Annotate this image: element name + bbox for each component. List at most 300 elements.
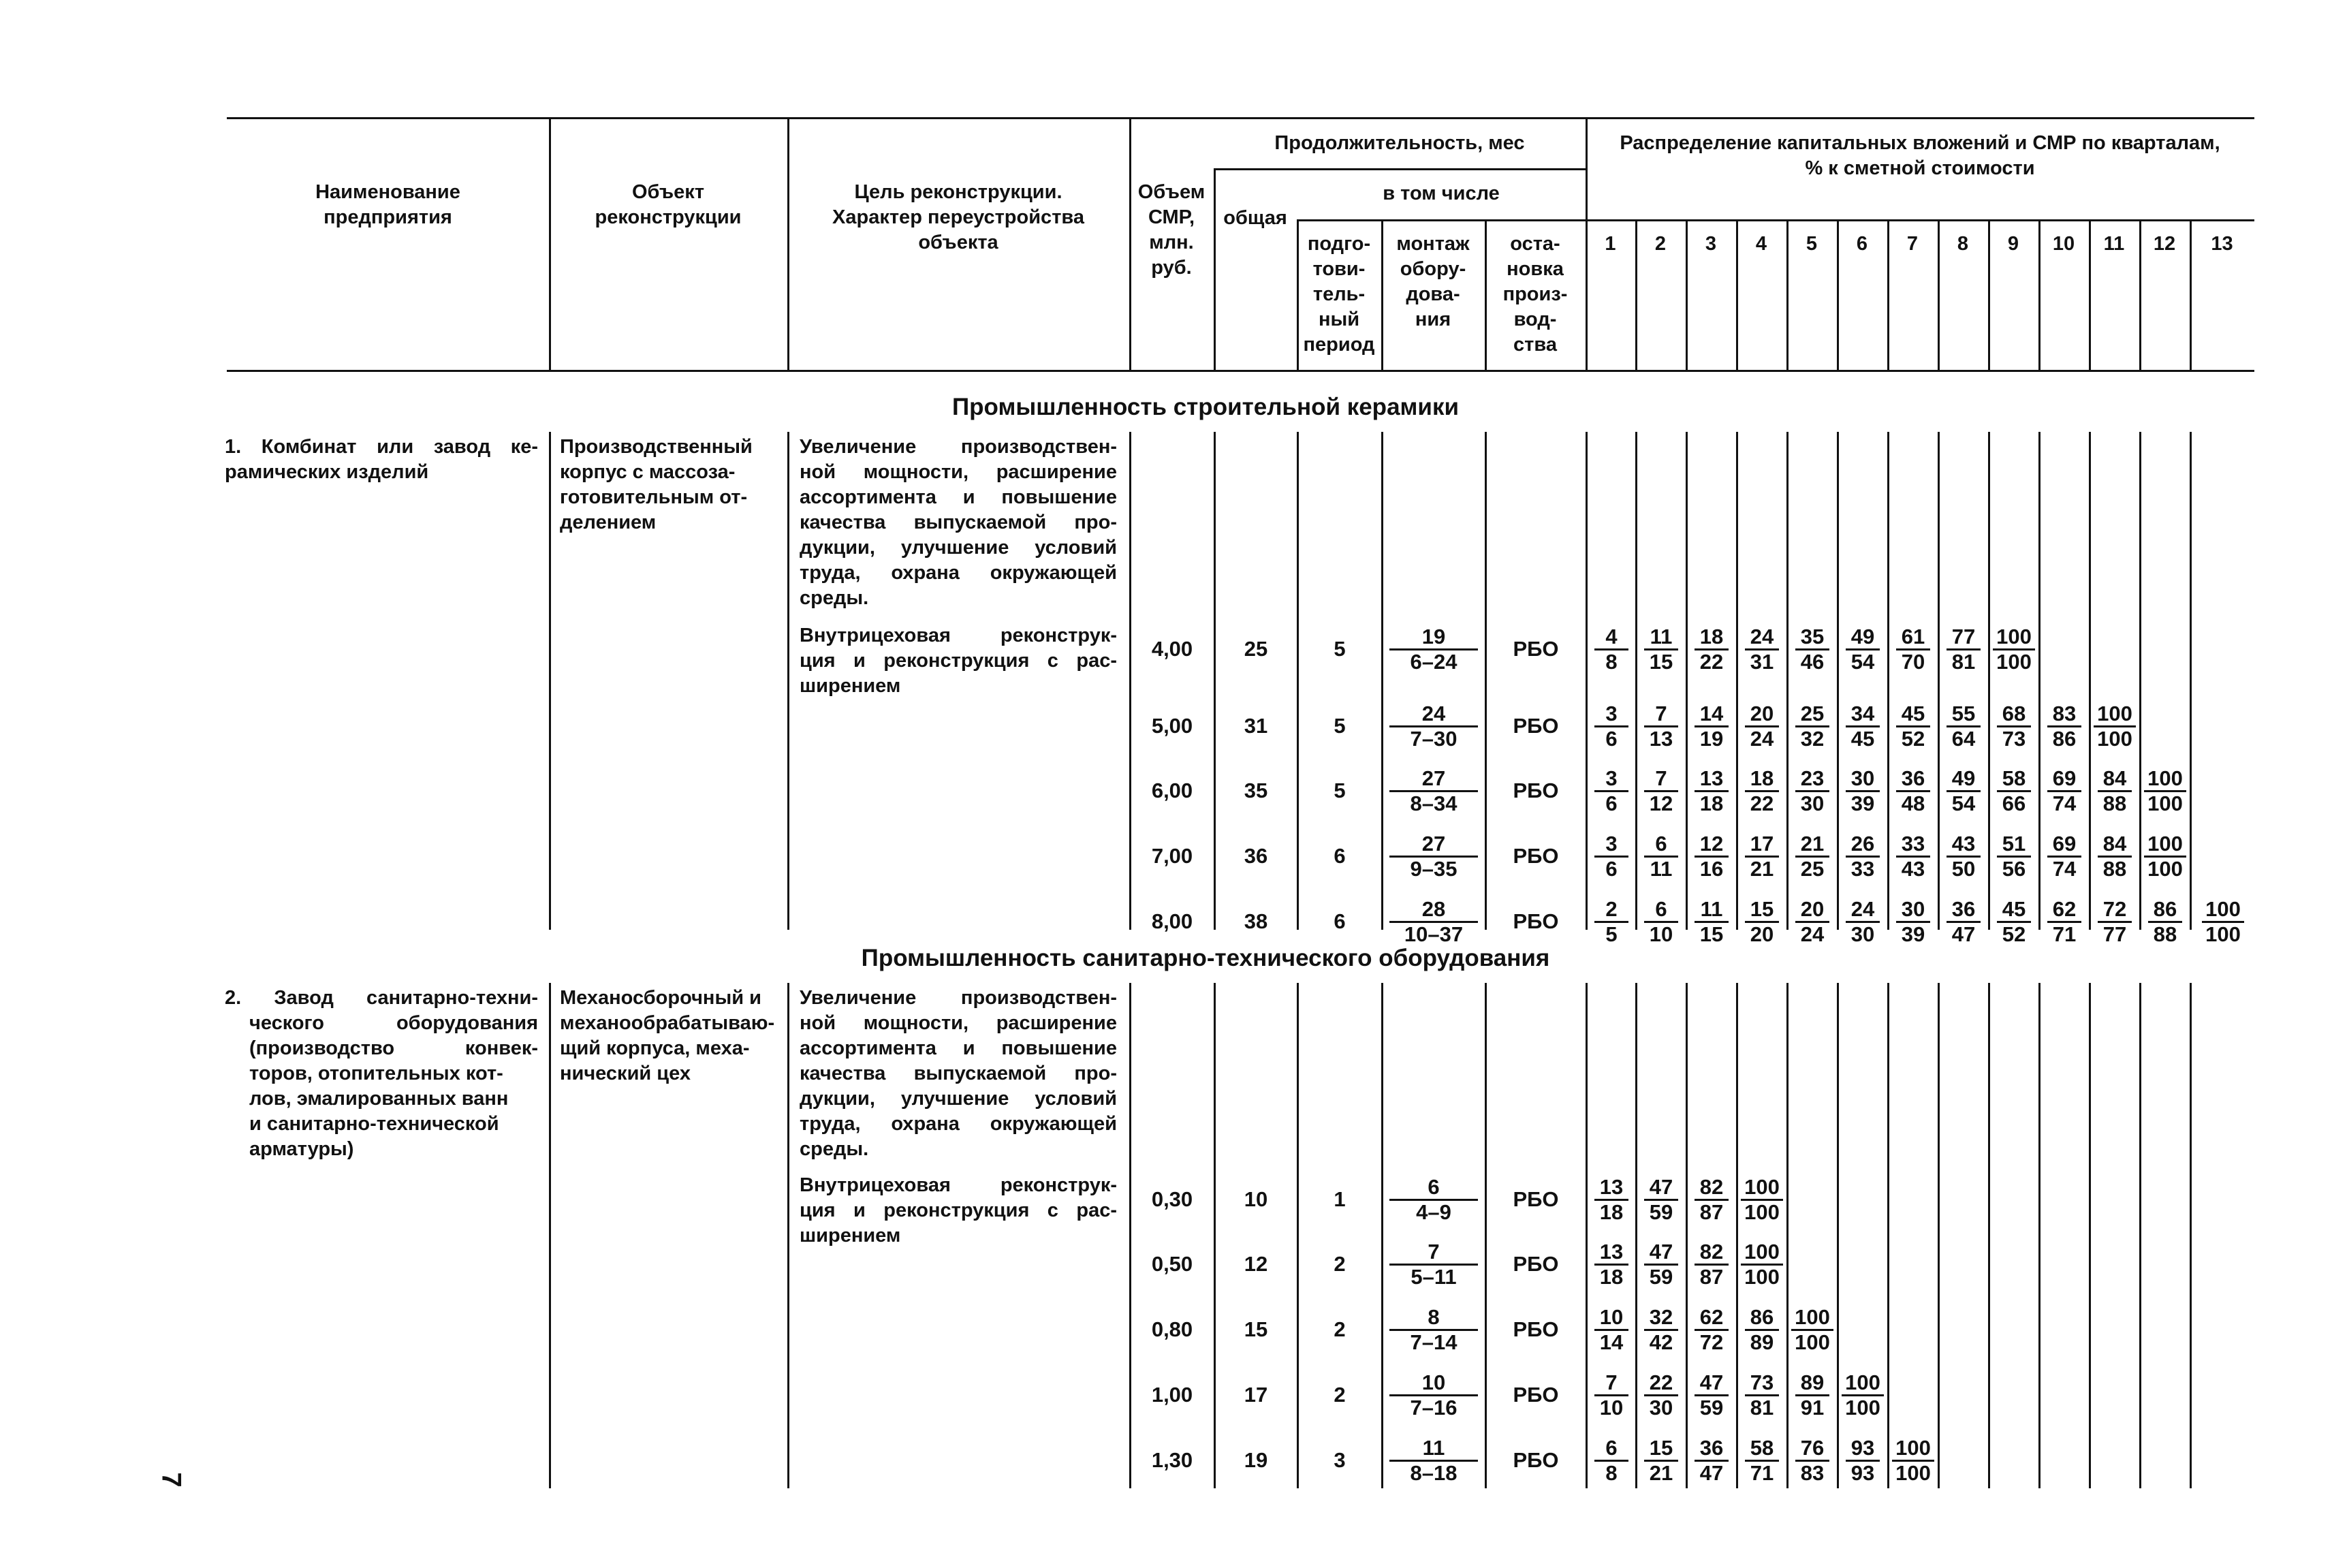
body-column-rule <box>2089 432 2091 930</box>
quarter-numerator: 61 <box>1896 625 1930 650</box>
quarter-denominator: 56 <box>2002 857 2026 881</box>
header-rule-including <box>1214 168 1586 170</box>
prep-period-value: 1 <box>1334 1187 1346 1211</box>
quarter-header: 6 <box>1856 233 1868 255</box>
prep-period-value: 2 <box>1334 1317 1346 1341</box>
quarter-fraction <box>1644 1371 1678 1420</box>
quarter-fraction <box>1842 1371 1884 1420</box>
body-column-rule <box>1214 983 1216 1488</box>
install-denominator: 4–9 <box>1416 1200 1451 1224</box>
quarter-numerator: 45 <box>1997 898 2031 923</box>
quarter-denominator: 100 <box>2097 727 2132 751</box>
prep-period-value: 2 <box>1334 1252 1346 1276</box>
quarter-denominator: 6 <box>1605 857 1618 881</box>
quarter-numerator: 18 <box>1745 767 1779 792</box>
quarter-numerator: 69 <box>2047 832 2081 858</box>
quarter-header: 1 <box>1605 233 1616 255</box>
install-fraction <box>1389 702 1478 751</box>
quarter-denominator: 19 <box>1699 727 1724 751</box>
install-numerator: 27 <box>1389 832 1478 858</box>
quarter-fraction <box>1644 1437 1678 1485</box>
reconstruction-object: Механосборочный и механообрабатываю- щий корпуса, меха- нический цех <box>560 987 775 1084</box>
quarter-fraction <box>2094 702 2136 751</box>
quarter-numerator: 11 <box>1644 625 1678 650</box>
prep-period-value: 2 <box>1334 1383 1346 1407</box>
quarter-header: 4 <box>1755 233 1767 255</box>
body-column-rule <box>2089 983 2091 1488</box>
quarter-fraction <box>1695 702 1729 751</box>
body-column-rule <box>2038 983 2040 1488</box>
quarter-denominator: 83 <box>1800 1461 1825 1485</box>
quarter-numerator: 51 <box>1997 832 2031 858</box>
quarter-numerator: 77 <box>1947 625 1981 650</box>
quarter-numerator: 100 <box>2144 767 2186 792</box>
body-column-rule <box>787 432 789 930</box>
quarter-numerator: 4 <box>1594 625 1628 650</box>
quarter-numerator: 47 <box>1695 1371 1729 1396</box>
quarter-numerator: 45 <box>1896 702 1930 727</box>
header-including: в том числе <box>1383 183 1500 204</box>
quarter-fraction <box>1644 1306 1678 1354</box>
quarter-fraction <box>1594 898 1628 946</box>
quarter-denominator: 31 <box>1750 650 1774 674</box>
quarter-fraction <box>1644 898 1678 946</box>
quarter-numerator: 3 <box>1594 702 1628 727</box>
volume-value: 5,00 <box>1151 714 1193 738</box>
quarter-denominator: 93 <box>1850 1461 1875 1485</box>
quarter-numerator: 93 <box>1846 1437 1880 1462</box>
quarter-denominator: 48 <box>1901 791 1925 815</box>
header-stop: оста- новка произ- вод- ства <box>1502 233 1568 356</box>
quarter-denominator: 39 <box>1901 922 1925 946</box>
body-column-rule <box>1686 432 1688 930</box>
header-col-goal: Цель реконструкции. Характер переустройства объекта <box>832 181 1084 253</box>
quarter-denominator: 64 <box>1951 727 1976 751</box>
quarter-denominator: 52 <box>1901 727 1925 751</box>
quarter-fraction <box>1997 832 2031 881</box>
quarter-denominator: 42 <box>1649 1330 1673 1354</box>
quarter-denominator: 88 <box>2153 922 2177 946</box>
quarter-numerator: 58 <box>1745 1437 1779 1462</box>
quarter-denominator: 32 <box>1800 727 1825 751</box>
volume-value: 7,00 <box>1151 844 1193 868</box>
section-title: Промышленность санитарно-технического оборудования <box>861 945 1550 971</box>
quarter-numerator: 83 <box>2047 702 2081 727</box>
quarter-numerator: 36 <box>1695 1437 1729 1462</box>
quarter-fraction <box>1644 832 1678 881</box>
quarter-numerator: 86 <box>2148 898 2182 923</box>
quarter-denominator: 46 <box>1800 650 1825 674</box>
body-column-rule <box>2139 983 2141 1488</box>
quarter-fraction <box>2148 898 2182 946</box>
quarter-denominator: 30 <box>1800 791 1825 815</box>
quarter-denominator: 100 <box>2205 922 2241 946</box>
quarter-denominator: 15 <box>1699 922 1724 946</box>
quarter-numerator: 17 <box>1745 832 1779 858</box>
quarter-numerator: 6 <box>1644 898 1678 923</box>
install-numerator: 7 <box>1389 1240 1478 1266</box>
prep-period-value: 5 <box>1334 714 1346 738</box>
reconstruction-goal: Увеличение производствен- ной мощности, расширение ассортимента и повышение качества выпускаемой про- дукции, улучшение условий труда, охрана окружающей среды. <box>800 436 1117 609</box>
quarter-fraction <box>1846 898 1880 946</box>
quarter-numerator: 13 <box>1695 767 1729 792</box>
install-fraction <box>1389 898 1478 946</box>
quarter-fraction <box>2047 832 2081 881</box>
quarter-fraction <box>1745 1437 1779 1485</box>
quarter-fraction <box>1846 702 1880 751</box>
body-column-rule <box>1586 432 1588 930</box>
volume-value: 1,00 <box>1151 1383 1193 1407</box>
install-fraction <box>1389 1240 1478 1289</box>
quarter-denominator: 52 <box>2002 922 2026 946</box>
install-numerator: 27 <box>1389 767 1478 792</box>
quarter-numerator: 30 <box>1846 767 1880 792</box>
quarter-denominator: 18 <box>1599 1200 1624 1224</box>
quarter-fraction <box>1695 1371 1729 1420</box>
quarter-numerator: 10 <box>1594 1306 1628 1331</box>
quarter-fraction <box>1997 767 2031 815</box>
quarter-header: 8 <box>1957 233 1969 255</box>
quarter-fraction <box>1745 625 1779 674</box>
quarter-denominator: 8 <box>1605 650 1618 674</box>
quarter-numerator: 73 <box>1745 1371 1779 1396</box>
quarter-numerator: 82 <box>1695 1176 1729 1201</box>
duration-total-value: 36 <box>1244 844 1268 868</box>
quarter-denominator: 47 <box>1951 922 1976 946</box>
quarter-fraction <box>2098 832 2132 881</box>
quarter-denominator: 18 <box>1599 1265 1624 1289</box>
quarter-fraction <box>1846 1437 1880 1485</box>
body-column-rule <box>1786 432 1789 930</box>
body-column-rule <box>2038 432 2040 930</box>
install-numerator: 8 <box>1389 1306 1478 1331</box>
quarter-header: 2 <box>1654 233 1667 255</box>
quarter-numerator: 36 <box>1947 898 1981 923</box>
quarter-fraction <box>1745 767 1779 815</box>
quarter-denominator: 54 <box>1850 650 1875 674</box>
quarter-numerator: 6 <box>1594 1437 1628 1462</box>
quarter-denominator: 30 <box>1649 1396 1673 1420</box>
quarter-numerator: 49 <box>1846 625 1880 650</box>
install-fraction <box>1389 1437 1478 1485</box>
quarter-fraction <box>1594 1240 1628 1289</box>
quarter-denominator: 89 <box>1750 1330 1774 1354</box>
quarter-numerator: 58 <box>1997 767 2031 792</box>
quarter-numerator: 32 <box>1644 1306 1678 1331</box>
quarter-denominator: 6 <box>1605 791 1618 815</box>
install-fraction <box>1389 1371 1478 1420</box>
body-column-rule <box>1635 432 1637 930</box>
quarter-numerator: 3 <box>1594 832 1628 858</box>
quarter-fraction <box>1644 702 1678 751</box>
body-column-rule <box>1938 983 1940 1488</box>
quarter-header: 9 <box>2007 233 2019 255</box>
quarter-fraction <box>1644 625 1678 674</box>
stop-production-value: РБО <box>1513 1187 1559 1211</box>
quarter-fraction <box>1594 767 1628 815</box>
body-column-rule <box>1214 432 1216 930</box>
body-column-rule <box>1837 983 1839 1488</box>
quarter-numerator: 6 <box>1644 832 1678 858</box>
quarter-fraction <box>1745 832 1779 881</box>
quarter-fraction <box>2047 767 2081 815</box>
body-column-rule <box>1736 432 1738 930</box>
header-col-object: Объект реконструкции <box>595 181 742 228</box>
stop-production-value: РБО <box>1513 714 1559 738</box>
quarter-fraction <box>1644 1176 1678 1224</box>
body-column-rule <box>787 983 789 1488</box>
quarter-denominator: 8 <box>1605 1461 1618 1485</box>
quarter-denominator: 73 <box>2002 727 2026 751</box>
quarter-denominator: 100 <box>1845 1396 1880 1420</box>
duration-total-value: 19 <box>1244 1448 1268 1472</box>
quarter-fraction <box>1896 898 1930 946</box>
quarter-numerator: 43 <box>1947 832 1981 858</box>
section-title: Промышленность строительной керамики <box>952 394 1459 420</box>
quarter-denominator: 71 <box>1750 1461 1774 1485</box>
body-column-rule <box>1381 983 1383 1488</box>
quarter-denominator: 18 <box>1699 791 1724 815</box>
quarter-fraction <box>1695 767 1729 815</box>
install-numerator: 24 <box>1389 702 1478 727</box>
body-column-rule <box>1485 983 1487 1488</box>
quarter-numerator: 18 <box>1695 625 1729 650</box>
body-column-rule <box>1129 432 1131 930</box>
quarter-fraction <box>1997 898 2031 946</box>
stop-production-value: РБО <box>1513 1252 1559 1276</box>
quarter-numerator: 35 <box>1795 625 1829 650</box>
quarter-fraction <box>1997 702 2031 751</box>
quarter-fraction <box>1741 1240 1783 1289</box>
quarter-denominator: 100 <box>1744 1200 1780 1224</box>
volume-value: 6,00 <box>1151 779 1193 802</box>
quarter-numerator: 14 <box>1695 702 1729 727</box>
body-column-rule <box>549 432 551 930</box>
quarter-header: 3 <box>1705 233 1717 255</box>
quarter-denominator: 59 <box>1649 1265 1673 1289</box>
quarter-numerator: 24 <box>1745 625 1779 650</box>
duration-total-value: 31 <box>1244 714 1268 738</box>
header-install: монтаж обору- дова- ния <box>1396 233 1470 330</box>
duration-total-value: 10 <box>1244 1187 1268 1211</box>
quarter-numerator: 20 <box>1795 898 1829 923</box>
prep-period-value: 6 <box>1334 844 1346 868</box>
quarter-fraction <box>1594 1371 1628 1420</box>
quarter-denominator: 100 <box>1795 1330 1830 1354</box>
quarter-header: 7 <box>1906 233 1919 255</box>
quarter-numerator: 25 <box>1795 702 1829 727</box>
quarter-numerator: 100 <box>1842 1371 1884 1396</box>
quarter-numerator: 62 <box>2047 898 2081 923</box>
quarter-fraction <box>1745 898 1779 946</box>
body-column-rule <box>1297 983 1299 1488</box>
quarter-fraction <box>1594 702 1628 751</box>
body-column-rule <box>1887 983 1889 1488</box>
body-column-rule <box>549 983 551 1488</box>
quarter-denominator: 33 <box>1850 857 1875 881</box>
quarter-numerator: 47 <box>1644 1176 1678 1201</box>
quarter-denominator: 24 <box>1750 727 1774 751</box>
header-col-name: Наименование предприятия <box>315 181 460 228</box>
volume-value: 1,30 <box>1151 1448 1193 1472</box>
body-column-rule <box>1635 983 1637 1488</box>
body-column-rule <box>1297 432 1299 930</box>
quarter-fraction <box>1947 767 1981 815</box>
quarter-denominator: 22 <box>1750 791 1774 815</box>
quarter-denominator: 12 <box>1649 791 1673 815</box>
quarter-fraction <box>1594 625 1628 674</box>
quarter-denominator: 21 <box>1649 1461 1673 1485</box>
quarter-numerator: 21 <box>1795 832 1829 858</box>
quarter-numerator: 26 <box>1846 832 1880 858</box>
quarter-numerator: 30 <box>1896 898 1930 923</box>
quarter-denominator: 50 <box>1951 857 1976 881</box>
quarter-denominator: 88 <box>2102 857 2127 881</box>
header-col-volume: Объем СМР, млн. руб. <box>1137 181 1206 279</box>
install-denominator: 8–18 <box>1410 1461 1458 1485</box>
quarter-numerator: 24 <box>1846 898 1880 923</box>
quarter-denominator: 5 <box>1605 922 1618 946</box>
volume-value: 0,30 <box>1151 1187 1193 1211</box>
install-denominator: 7–30 <box>1410 727 1458 751</box>
stop-production-value: РБО <box>1513 779 1559 802</box>
quarter-fraction <box>1947 625 1981 674</box>
prep-period-value: 5 <box>1334 779 1346 802</box>
install-denominator: 8–34 <box>1410 791 1458 815</box>
body-column-rule <box>2190 432 2192 930</box>
install-denominator: 6–24 <box>1410 650 1458 674</box>
volume-value: 8,00 <box>1151 909 1193 933</box>
quarter-numerator: 100 <box>2144 832 2186 858</box>
quarter-numerator: 69 <box>2047 767 2081 792</box>
install-numerator: 6 <box>1389 1176 1478 1201</box>
reconstruction-object: Производственный корпус с массоза- готовительным от- делением <box>560 436 753 533</box>
quarter-denominator: 22 <box>1699 650 1724 674</box>
body-column-rule <box>1686 983 1688 1488</box>
quarter-denominator: 10 <box>1599 1396 1624 1420</box>
install-numerator: 11 <box>1389 1437 1478 1462</box>
quarter-fraction <box>1644 1240 1678 1289</box>
quarter-numerator: 20 <box>1745 702 1779 727</box>
quarter-header: 5 <box>1806 233 1818 255</box>
quarter-numerator: 72 <box>2098 898 2132 923</box>
quarter-fraction <box>1745 1306 1779 1354</box>
enterprise-name: 1. Комбинат или завод ке- рамических изделий <box>225 436 538 483</box>
quarter-header: 13 <box>2211 233 2233 255</box>
quarter-fraction <box>1896 625 1930 674</box>
quarter-numerator: 7 <box>1644 702 1678 727</box>
quarter-numerator: 47 <box>1644 1240 1678 1266</box>
quarter-header: 10 <box>2052 233 2075 255</box>
quarter-fraction <box>1791 1306 1833 1354</box>
quarter-denominator: 81 <box>1951 650 1976 674</box>
page-number: 7 <box>156 1472 187 1488</box>
install-fraction <box>1389 1176 1478 1224</box>
body-column-rule <box>1887 432 1889 930</box>
quarter-numerator: 82 <box>1695 1240 1729 1266</box>
body-column-rule <box>1786 983 1789 1488</box>
quarter-fraction <box>1594 1176 1628 1224</box>
quarter-numerator: 15 <box>1745 898 1779 923</box>
quarter-numerator: 100 <box>2202 898 2244 923</box>
quarter-fraction <box>1594 832 1628 881</box>
install-denominator: 9–35 <box>1410 857 1458 881</box>
quarter-denominator: 88 <box>2102 791 2127 815</box>
quarter-fraction <box>1594 1306 1628 1354</box>
install-fraction <box>1389 832 1478 881</box>
volume-value: 0,50 <box>1151 1252 1193 1276</box>
quarter-fraction <box>1947 898 1981 946</box>
body-column-rule <box>1736 983 1738 1488</box>
quarter-denominator: 30 <box>1850 922 1875 946</box>
quarter-fraction <box>1846 832 1880 881</box>
quarter-denominator: 100 <box>2147 791 2183 815</box>
install-fraction <box>1389 625 1478 674</box>
quarter-fraction <box>1695 625 1729 674</box>
quarter-numerator: 100 <box>1892 1437 1934 1462</box>
quarter-denominator: 70 <box>1901 650 1925 674</box>
quarter-numerator: 2 <box>1594 898 1628 923</box>
quarter-denominator: 25 <box>1800 857 1825 881</box>
quarter-denominator: 24 <box>1800 922 1825 946</box>
quarter-fraction <box>1795 625 1829 674</box>
quarter-denominator: 14 <box>1599 1330 1624 1354</box>
quarter-numerator: 3 <box>1594 767 1628 792</box>
quarter-numerator: 13 <box>1594 1240 1628 1266</box>
stop-production-value: РБО <box>1513 1448 1559 1472</box>
quarter-denominator: 100 <box>1996 650 2032 674</box>
quarter-denominator: 54 <box>1951 791 1976 815</box>
body-column-rule <box>1837 432 1839 930</box>
body-column-rule <box>1485 432 1487 930</box>
quarter-fraction <box>1896 767 1930 815</box>
quarter-fraction <box>1795 767 1829 815</box>
header-duration-total: общая <box>1223 207 1287 229</box>
quarter-fraction <box>1695 1306 1729 1354</box>
enterprise-name: 2. Завод санитарно-техни- ческого оборудования (производство конвек- торов, отопительных кот- лов, эмалированных ванн и санитарно-технической арматуры) <box>225 987 538 1160</box>
quarter-denominator: 15 <box>1649 650 1673 674</box>
volume-value: 0,80 <box>1151 1317 1193 1341</box>
quarter-denominator: 100 <box>1744 1265 1780 1289</box>
install-numerator: 28 <box>1389 898 1478 923</box>
quarter-denominator: 74 <box>2052 791 2077 815</box>
quarter-fraction <box>1695 1437 1729 1485</box>
quarter-denominator: 66 <box>2002 791 2026 815</box>
prep-period-value: 6 <box>1334 909 1346 933</box>
install-fraction <box>1389 1306 1478 1354</box>
stop-production-value: РБО <box>1513 1317 1559 1341</box>
body-column-rule <box>1988 983 1990 1488</box>
quarter-denominator: 21 <box>1750 857 1774 881</box>
quarter-denominator: 74 <box>2052 857 2077 881</box>
header-duration-group: Продолжительность, мес <box>1274 132 1525 154</box>
body-column-rule <box>1938 432 1940 930</box>
quarter-denominator: 39 <box>1850 791 1875 815</box>
quarter-fraction <box>1695 832 1729 881</box>
install-numerator: 10 <box>1389 1371 1478 1396</box>
quarter-numerator: 13 <box>1594 1176 1628 1201</box>
quarter-denominator: 59 <box>1699 1396 1724 1420</box>
prep-period-value: 5 <box>1334 637 1346 661</box>
quarter-numerator: 84 <box>2098 832 2132 858</box>
header-distribution-group: Распределение капитальных вложений и СМР по кварталам, % к сметной стоимости <box>1620 132 2220 179</box>
body-column-rule <box>1381 432 1383 930</box>
quarter-fraction <box>1795 832 1829 881</box>
quarter-numerator: 15 <box>1644 1437 1678 1462</box>
quarter-numerator: 11 <box>1695 898 1729 923</box>
quarter-numerator: 12 <box>1695 832 1729 858</box>
quarter-fraction <box>1745 702 1779 751</box>
